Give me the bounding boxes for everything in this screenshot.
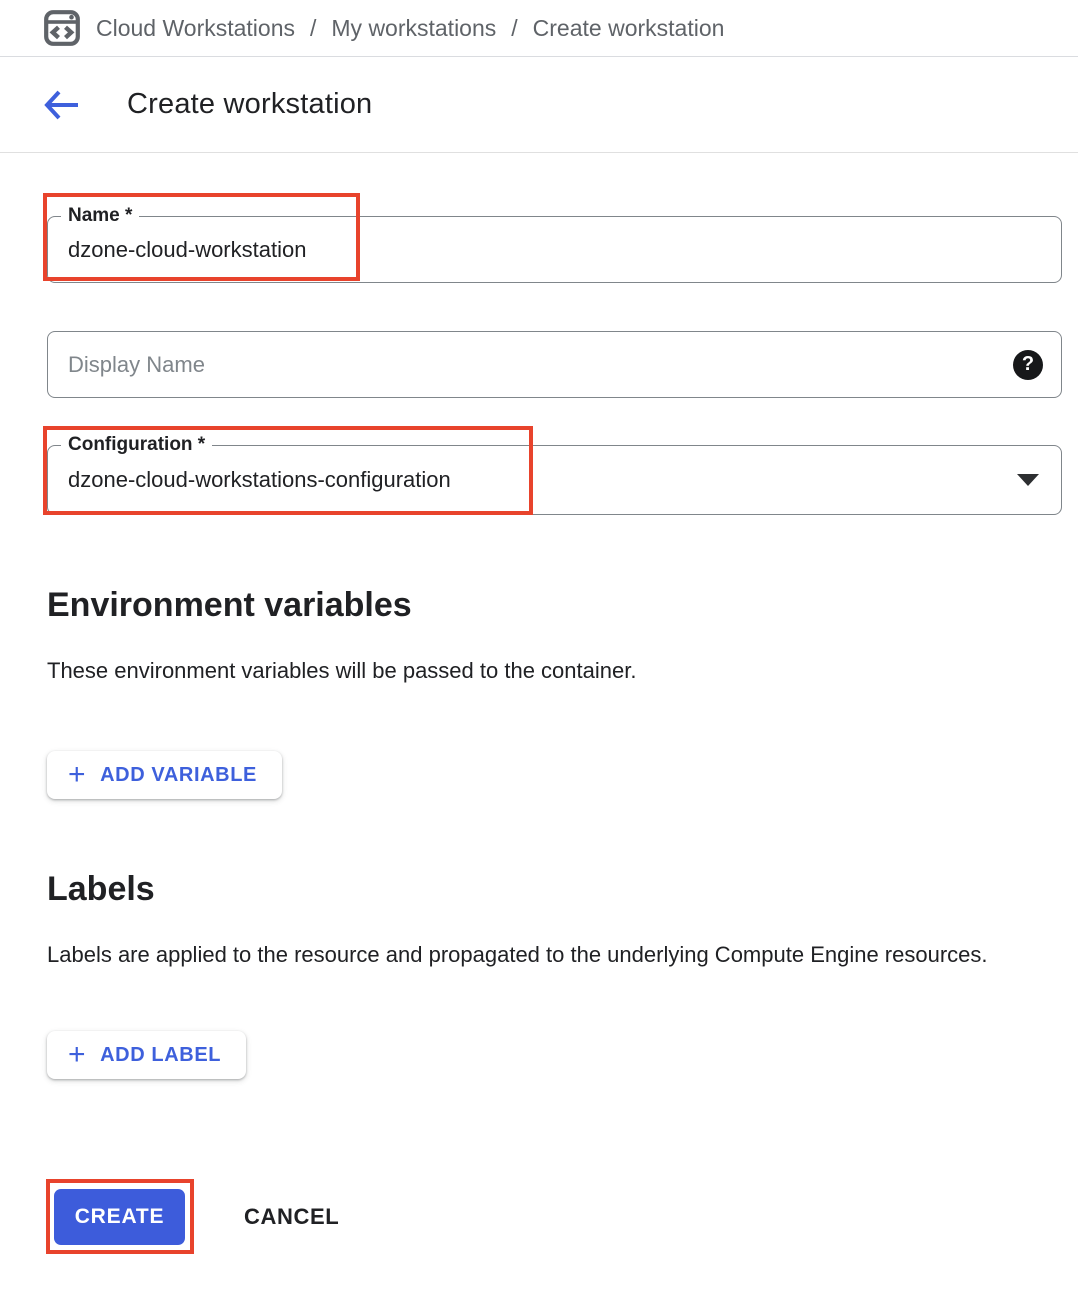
dropdown-arrow-icon	[1017, 474, 1039, 486]
cloud-workstations-icon	[44, 10, 80, 46]
cancel-button[interactable]: CANCEL	[238, 1203, 345, 1231]
page-header	[0, 57, 1078, 153]
configuration-field-label: Configuration *	[61, 433, 212, 457]
create-workstation-form	[0, 205, 1078, 1245]
breadcrumb-item-cloud-workstations[interactable]: Cloud Workstations	[96, 14, 295, 41]
add-variable-button[interactable]	[47, 751, 282, 799]
configuration-select[interactable]	[47, 434, 1062, 515]
display-name-field	[47, 331, 1062, 398]
environment-variables-heading: Environment variables	[47, 586, 412, 624]
display-name-input[interactable]	[48, 332, 1061, 397]
breadcrumb	[0, 0, 1078, 57]
breadcrumb-item-my-workstations[interactable]: My workstations	[331, 14, 497, 41]
back-arrow-icon[interactable]	[44, 90, 80, 120]
name-field-label: Name *	[61, 204, 139, 228]
display-name-field-group	[47, 331, 1062, 398]
name-input[interactable]	[48, 217, 1061, 282]
labels-heading: Labels	[47, 870, 155, 908]
labels-description: Labels are applied to the resource and propagated to the underlying Compute Engine resources.	[47, 942, 988, 967]
name-field	[47, 205, 1062, 283]
page-title: Create workstation	[127, 88, 373, 120]
add-label-button-label: ADD LABEL	[100, 1043, 222, 1066]
help-icon[interactable]: ?	[1013, 350, 1043, 380]
configuration-field-group	[47, 434, 1062, 515]
footer-actions	[47, 1189, 1062, 1245]
breadcrumb-separator: /	[310, 14, 317, 41]
create-button[interactable]: CREATE	[54, 1189, 185, 1245]
name-field-group	[47, 205, 1062, 283]
add-variable-button-label: ADD VARIABLE	[100, 763, 257, 786]
plus-icon: +	[68, 758, 87, 791]
add-label-button[interactable]	[47, 1031, 246, 1079]
configuration-selected-value: dzone-cloud-workstations-configuration	[68, 467, 451, 492]
breadcrumb-separator: /	[511, 14, 518, 41]
plus-icon: +	[68, 1038, 87, 1071]
environment-variables-description: These environment variables will be passed to the container.	[47, 658, 637, 683]
breadcrumb-item-create-workstation: Create workstation	[532, 14, 725, 41]
